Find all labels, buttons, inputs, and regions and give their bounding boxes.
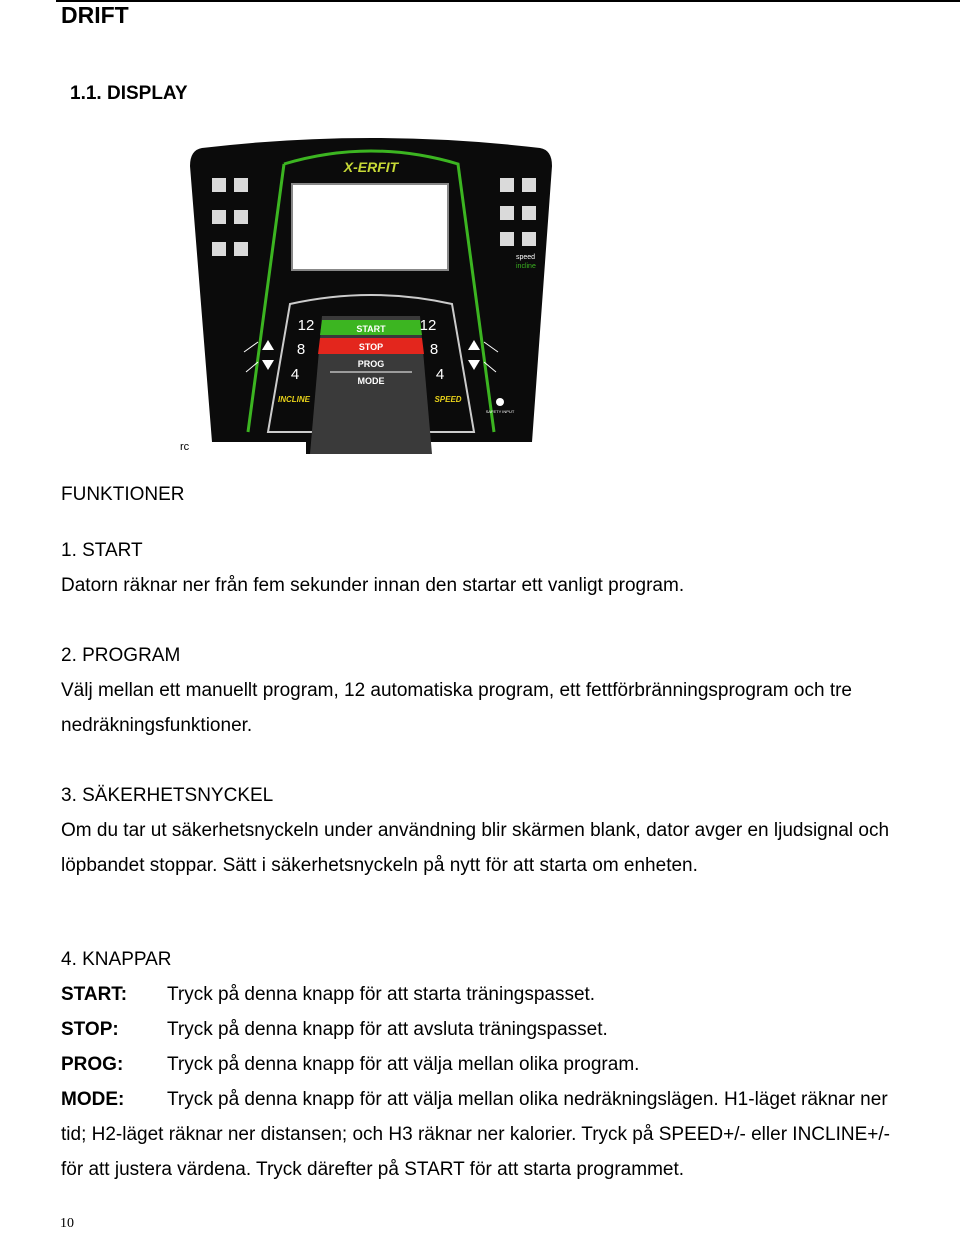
section-heading: 1.1. DISPLAY [70, 83, 188, 104]
legend-speed: speed [516, 254, 536, 261]
console-brand: X-ERFIT [343, 159, 399, 175]
start-text: Datorn räknar ner från fem sekunder innan den startar ett vanligt program. [61, 575, 685, 596]
incline-8: 8 [296, 341, 306, 358]
key-start-label: START: [61, 984, 128, 1005]
console-display-image [188, 136, 554, 458]
safety-text-2: löpbandet stoppar. Sätt i säkerhetsnyckeln på nytt för att starta om enheten. [61, 855, 698, 876]
safety-key-label: SAFETY INPUT [485, 409, 515, 414]
speed-label: SPEED [434, 395, 462, 404]
mode-text-3: för att justera värdena. Tryck därefter på START för att starta programmet. [61, 1159, 685, 1180]
mode-key: MODE [357, 376, 385, 386]
key-stop-label: STOP: [61, 1019, 119, 1040]
incline-12: 12 [297, 317, 315, 334]
prog-key: PROG [357, 359, 385, 369]
safety-text-1: Om du tar ut säkerhetsnyckeln under användning blir skärmen blank, dator avger en ljudsignal och [61, 820, 890, 841]
program-text-1: Välj mellan ett manuellt program, 12 automatiska program, ett fettförbränningsprogram och tre [61, 680, 852, 701]
functions-heading: FUNKTIONER [61, 484, 185, 505]
key-stop-text: Tryck på denna knapp för att avsluta träningspasset. [167, 1019, 608, 1040]
top-rule [56, 0, 960, 2]
start-key: START [356, 324, 386, 334]
speed-4: 4 [435, 366, 445, 383]
key-prog-text: Tryck på denna knapp för att välja mellan olika program. [167, 1054, 640, 1075]
page-number: 10 [60, 1216, 74, 1231]
program-heading: 2. PROGRAM [61, 645, 181, 666]
console-screen [292, 184, 448, 270]
stop-key: STOP [358, 342, 384, 352]
speed-12: 12 [419, 317, 437, 334]
start-heading: 1. START [61, 540, 143, 561]
buttons-heading: 4. KNAPPAR [61, 949, 172, 970]
incline-label: INCLINE [278, 395, 310, 404]
key-start-text: Tryck på denna knapp för att starta träningspasset. [167, 984, 596, 1005]
key-mode-text: Tryck på denna knapp för att välja mellan olika nedräkningslägen. H1-läget räknar ner [167, 1089, 888, 1110]
console-corner-mark: rc [180, 441, 190, 453]
safety-key-socket [496, 398, 504, 406]
page-title: DRIFT [61, 2, 129, 28]
safety-heading: 3. SÄKERHETSNYCKEL [61, 785, 274, 806]
mode-text-2: tid; H2-läget räknar ner distansen; och H3 räknar ner kalorier. Tryck på SPEED+/- eller INCLINE+/- [61, 1124, 890, 1145]
legend-incline: incline [516, 263, 536, 270]
incline-4: 4 [290, 366, 300, 383]
program-text-2: nedräkningsfunktioner. [61, 715, 253, 736]
key-prog-label: PROG: [61, 1054, 124, 1075]
speed-8: 8 [429, 341, 439, 358]
key-mode-label: MODE: [61, 1089, 125, 1110]
